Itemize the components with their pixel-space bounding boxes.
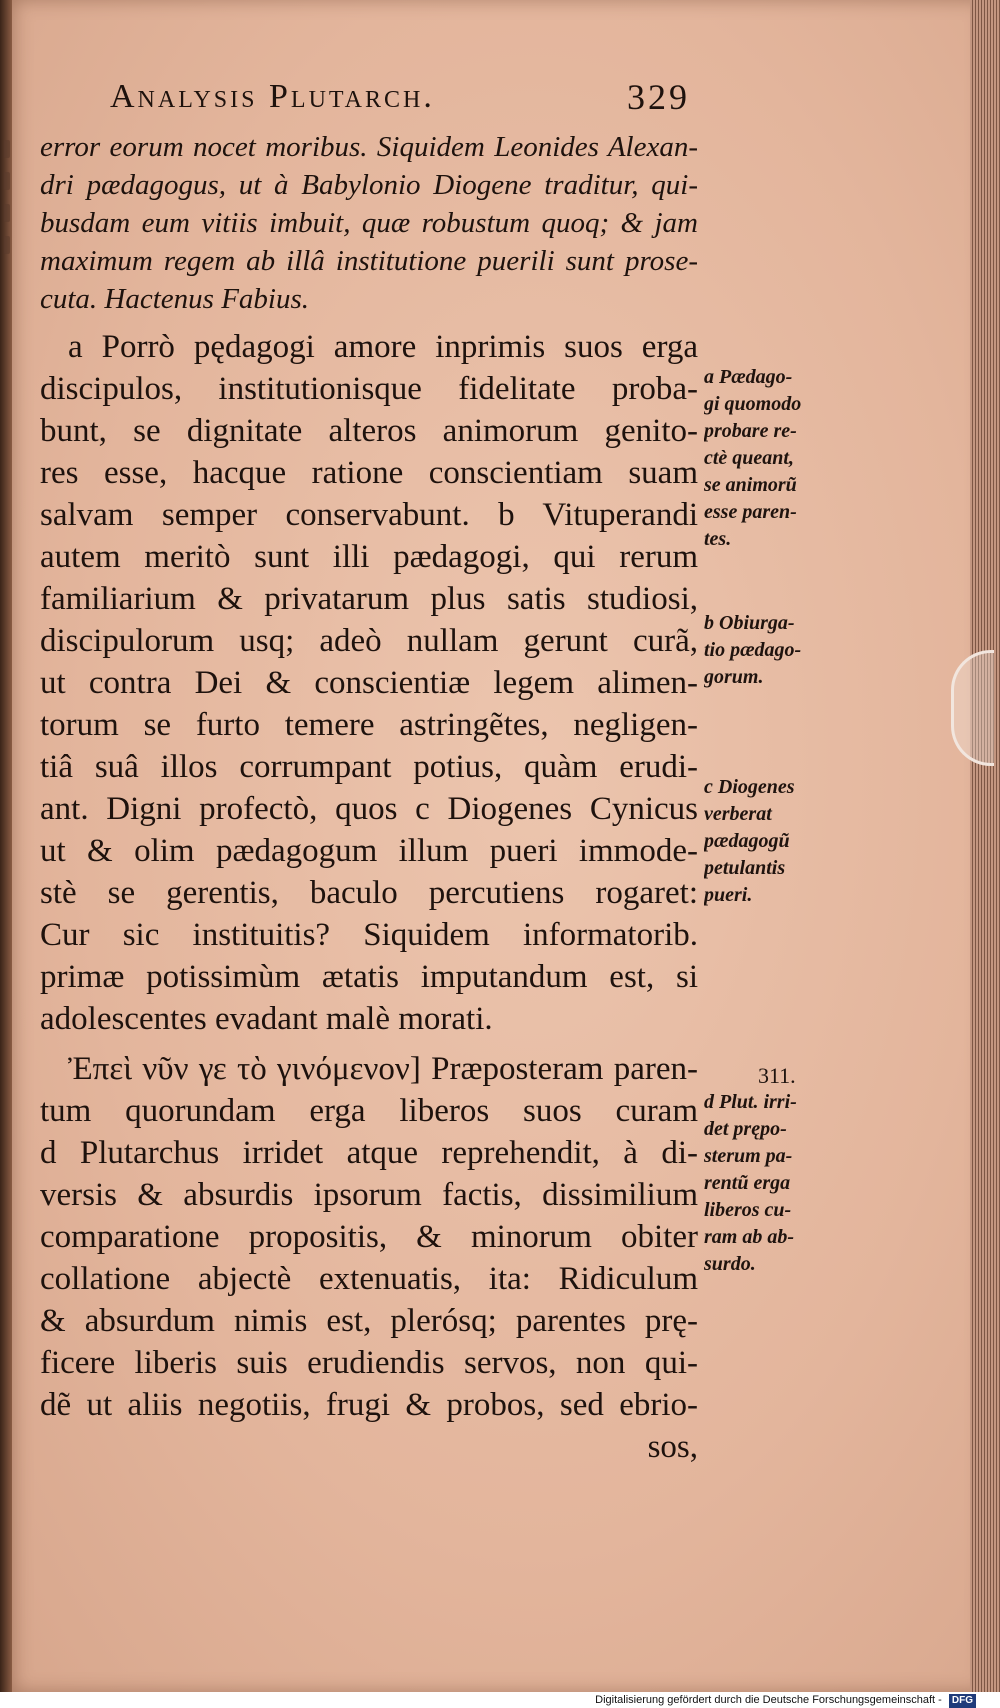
text-line: ant. Digni profectò, quos c Diogenes Cynicus [40, 791, 698, 827]
note-line: rentũ erga [704, 1172, 791, 1194]
text-line: primæ potissimùm ætatis imputandum est, si [40, 959, 698, 995]
gutter-mark [4, 140, 10, 158]
marginal-note-b [704, 610, 904, 691]
text-line: dẽ ut aliis negotiis, frugi & probos, sed ebrio- [40, 1387, 698, 1423]
italic-paragraph [40, 128, 698, 318]
text-line: maximum regem ab illâ institutione puerili sunt prose- [40, 245, 698, 277]
note-line: gi quomodo [704, 393, 802, 415]
text-line: discipulos, institutionisque fidelitate proba- [40, 371, 698, 407]
text-line: tum quorundam erga liberos suos curam [40, 1093, 698, 1129]
book-clasp [951, 650, 994, 766]
digitization-footer [0, 1692, 1000, 1708]
roman-paragraph-2 [40, 1048, 698, 1468]
text-line: discipulorum usq; adeò nullam gerunt curã, [40, 623, 698, 659]
note-line: surdo. [704, 1253, 756, 1275]
marginal-note-d [704, 1062, 904, 1278]
text-line: torum se furto temere astringẽtes, negligen- [40, 707, 698, 743]
running-title: Analysis Plutarch. [110, 78, 435, 115]
text-line: dri pædagogus, ut à Babylonio Diogene traditur, qui- [40, 169, 698, 201]
note-line: pueri. [704, 884, 753, 906]
text-line: stè se gerentis, baculo percutiens rogaret: [40, 875, 698, 911]
text-line: autem meritò sunt illi pædagogi, qui rerum [40, 539, 698, 575]
note-line: tio pædago- [704, 639, 802, 661]
running-header [110, 70, 690, 120]
note-line: a Pædago- [704, 366, 793, 388]
footer-text: Digitalisierung gefördert durch die Deutsche Forschungsgemeinschaft - [595, 1694, 942, 1706]
note-line: verberat [704, 803, 772, 825]
text-line: a Porrò pędagogi amore inprimis suos erga [68, 329, 698, 365]
text-line: tiâ suâ illos corrumpant potius, quàm erudi- [40, 749, 698, 785]
note-line: ctè queant, [704, 447, 794, 469]
note-line: probare re- [704, 420, 797, 442]
note-line: b Obiurga- [704, 612, 795, 634]
note-line: c Diogenes [704, 776, 795, 798]
catchword: sos, [647, 1429, 698, 1465]
note-line: d Plut. irri- [704, 1091, 797, 1113]
page-edges [970, 0, 1000, 1692]
marginal-note-c [704, 774, 904, 909]
text-line: ut contra Dei & conscientiæ legem alimen- [40, 665, 698, 701]
text-line: & absurdum nimis est, plerósq; parentes prę- [40, 1303, 698, 1339]
text-line: Cur sic instituitis? Siquidem informatorib. [40, 917, 698, 953]
gutter-mark [4, 204, 10, 222]
text-line: familiarium & privatarum plus satis studiosi, [40, 581, 698, 617]
roman-paragraph-1 [40, 326, 698, 1040]
note-line: se animorũ [704, 474, 797, 496]
text-line: busdam eum vitiis imbuit, quæ robustum quoq; & jam [40, 207, 698, 239]
original-page-number: 311. [758, 1063, 796, 1088]
note-line: tes. [704, 528, 732, 550]
text-line: res esse, hacque ratione conscientiam suam [40, 455, 698, 491]
note-line: petulantis [704, 857, 786, 879]
text-line: adolescentes evadant malè morati. [40, 1001, 493, 1037]
text-line: salvam semper conservabunt. b Vituperandi [40, 497, 698, 533]
note-line: det prępo- [704, 1118, 787, 1140]
note-line: ram ab ab- [704, 1226, 794, 1248]
text-line: ficere liberis suis erudiendis servos, non qui- [40, 1345, 698, 1381]
main-text [40, 128, 698, 1468]
note-line: esse paren- [704, 501, 797, 523]
text-line: collatione abjectè extenuatis, ita: Ridiculum [40, 1261, 698, 1297]
gutter-mark [4, 236, 10, 254]
text-line: versis & absurdis ipsorum factis, dissimilium [40, 1177, 698, 1213]
text-line: bunt, se dignitate alteros animorum genito- [40, 413, 698, 449]
gutter-marks [0, 130, 18, 268]
gutter-mark [4, 172, 10, 190]
text-line: d Plutarchus irridet atque reprehendit, à di- [40, 1135, 698, 1171]
note-line: liberos cu- [704, 1199, 792, 1221]
note-line: pædagogũ [704, 830, 790, 852]
text-line: ut & olim pædagogum illum pueri immode- [40, 833, 698, 869]
text-line: cuta. Hactenus Fabius. [40, 283, 310, 315]
text-line: comparatione propositis, & minorum obiter [40, 1219, 698, 1255]
text-line: error eorum nocet moribus. Siquidem Leonides Alexan- [40, 131, 698, 163]
marginal-note-a [704, 364, 904, 553]
page-number: 329 [627, 77, 690, 117]
note-line: gorum. [704, 666, 764, 688]
text-line: Ἐπεὶ νῦν γε τὸ γινόμενον] Præposteram paren- [68, 1051, 698, 1087]
note-line: sterum pa- [704, 1145, 793, 1167]
dfg-logo: DFG [949, 1694, 976, 1708]
